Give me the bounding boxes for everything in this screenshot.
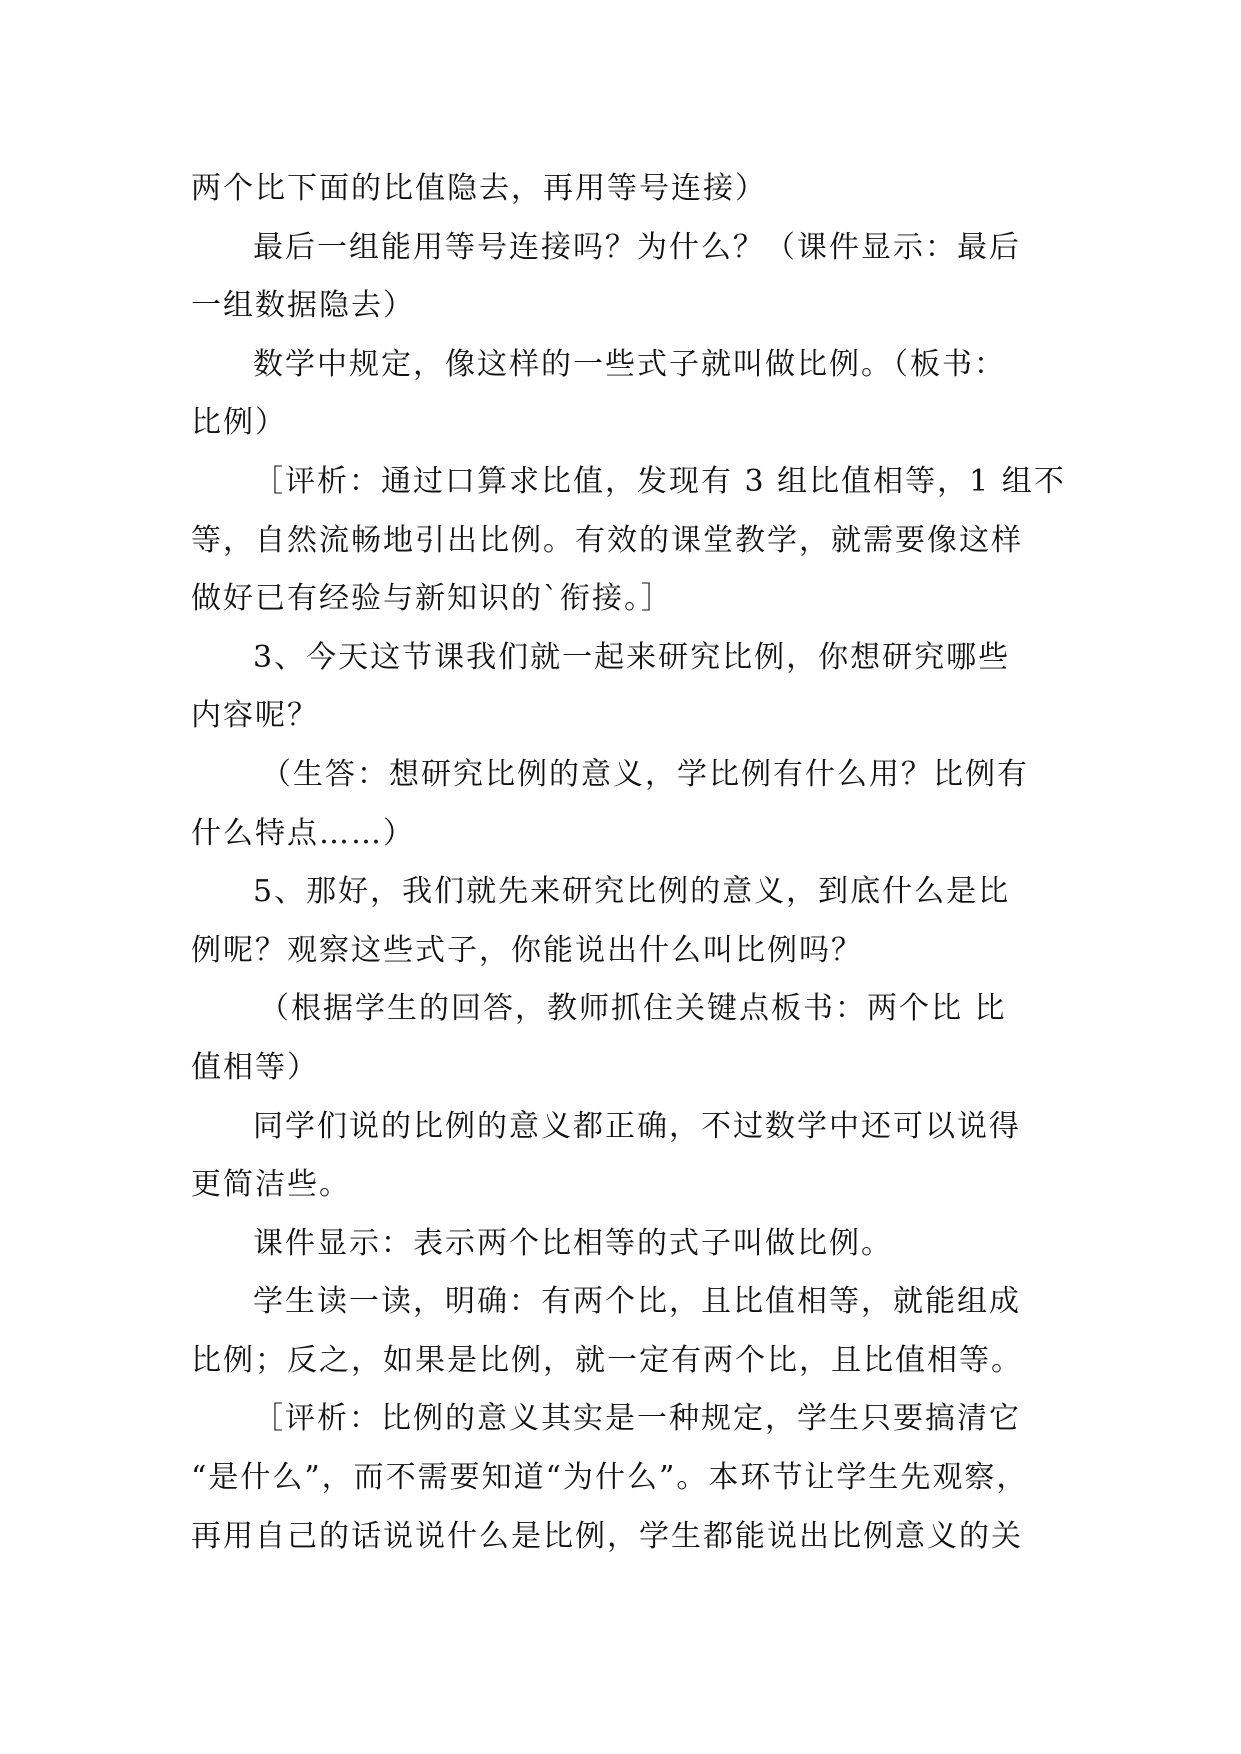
text-line: 学生读一读，明确：有两个比，且比值相等，就能组成 <box>253 1284 1021 1320</box>
text-line: （根据学生的回答，教师抓住关键点板书：两个比 比 <box>259 991 1007 1027</box>
text-line: 比例；反之，如果是比例，就一定有两个比，且比值相等。 <box>191 1342 1023 1378</box>
text-line: 例呢？观察这些式子，你能说出什么叫比例吗？ <box>191 932 863 968</box>
text-line: 两个比下面的比值隐去，再用等号连接） <box>191 171 767 206</box>
text-line: 一组数据隐去） <box>191 288 415 324</box>
document-body <box>191 160 1066 1566</box>
text-line: ［评析：通过口算求比值，发现有 3 组比值相等，1 组不 <box>253 463 1066 499</box>
text-line: 3、今天这节课我们就一起来研究比例，你想研究哪些 <box>253 639 1011 675</box>
text-line: 等，自然流畅地引出比例。有效的课堂教学，就需要像这样 <box>191 522 1023 558</box>
text-line: 更简洁些。 <box>191 1167 351 1203</box>
text-line: （生答：想研究比例的意义，学比例有什么用？比例有 <box>261 756 1029 792</box>
text-line: 同学们说的比例的意义都正确，不过数学中还可以说得 <box>253 1108 1021 1144</box>
text-line: 值相等） <box>191 1049 319 1085</box>
text-line: 数学中规定，像这样的一些式子就叫做比例。（板书： <box>253 346 1006 382</box>
text-line: 课件显示：表示两个比相等的式子叫做比例。 <box>253 1225 893 1261</box>
text-line: 最后一组能用等号连接吗？为什么？（课件显示：最后 <box>253 229 1021 265</box>
text-line: “是什么”，而不需要知道“为什么”。本环节让学生先观察， <box>191 1460 1029 1496</box>
text-line: 比例） <box>191 405 287 441</box>
text-line: 什么特点……） <box>191 815 415 851</box>
text-line: 内容呢？ <box>191 698 319 734</box>
text-line: 5、那好，我们就先来研究比例的意义，到底什么是比 <box>253 874 1011 910</box>
text-line: ［评析：比例的意义其实是一种规定，学生只要搞清它 <box>253 1401 1021 1437</box>
text-line: 再用自己的话说说什么是比例，学生都能说出比例意义的关 <box>191 1518 1023 1554</box>
text-line: 做好已有经验与新知识的`衔接。］ <box>191 581 673 617</box>
